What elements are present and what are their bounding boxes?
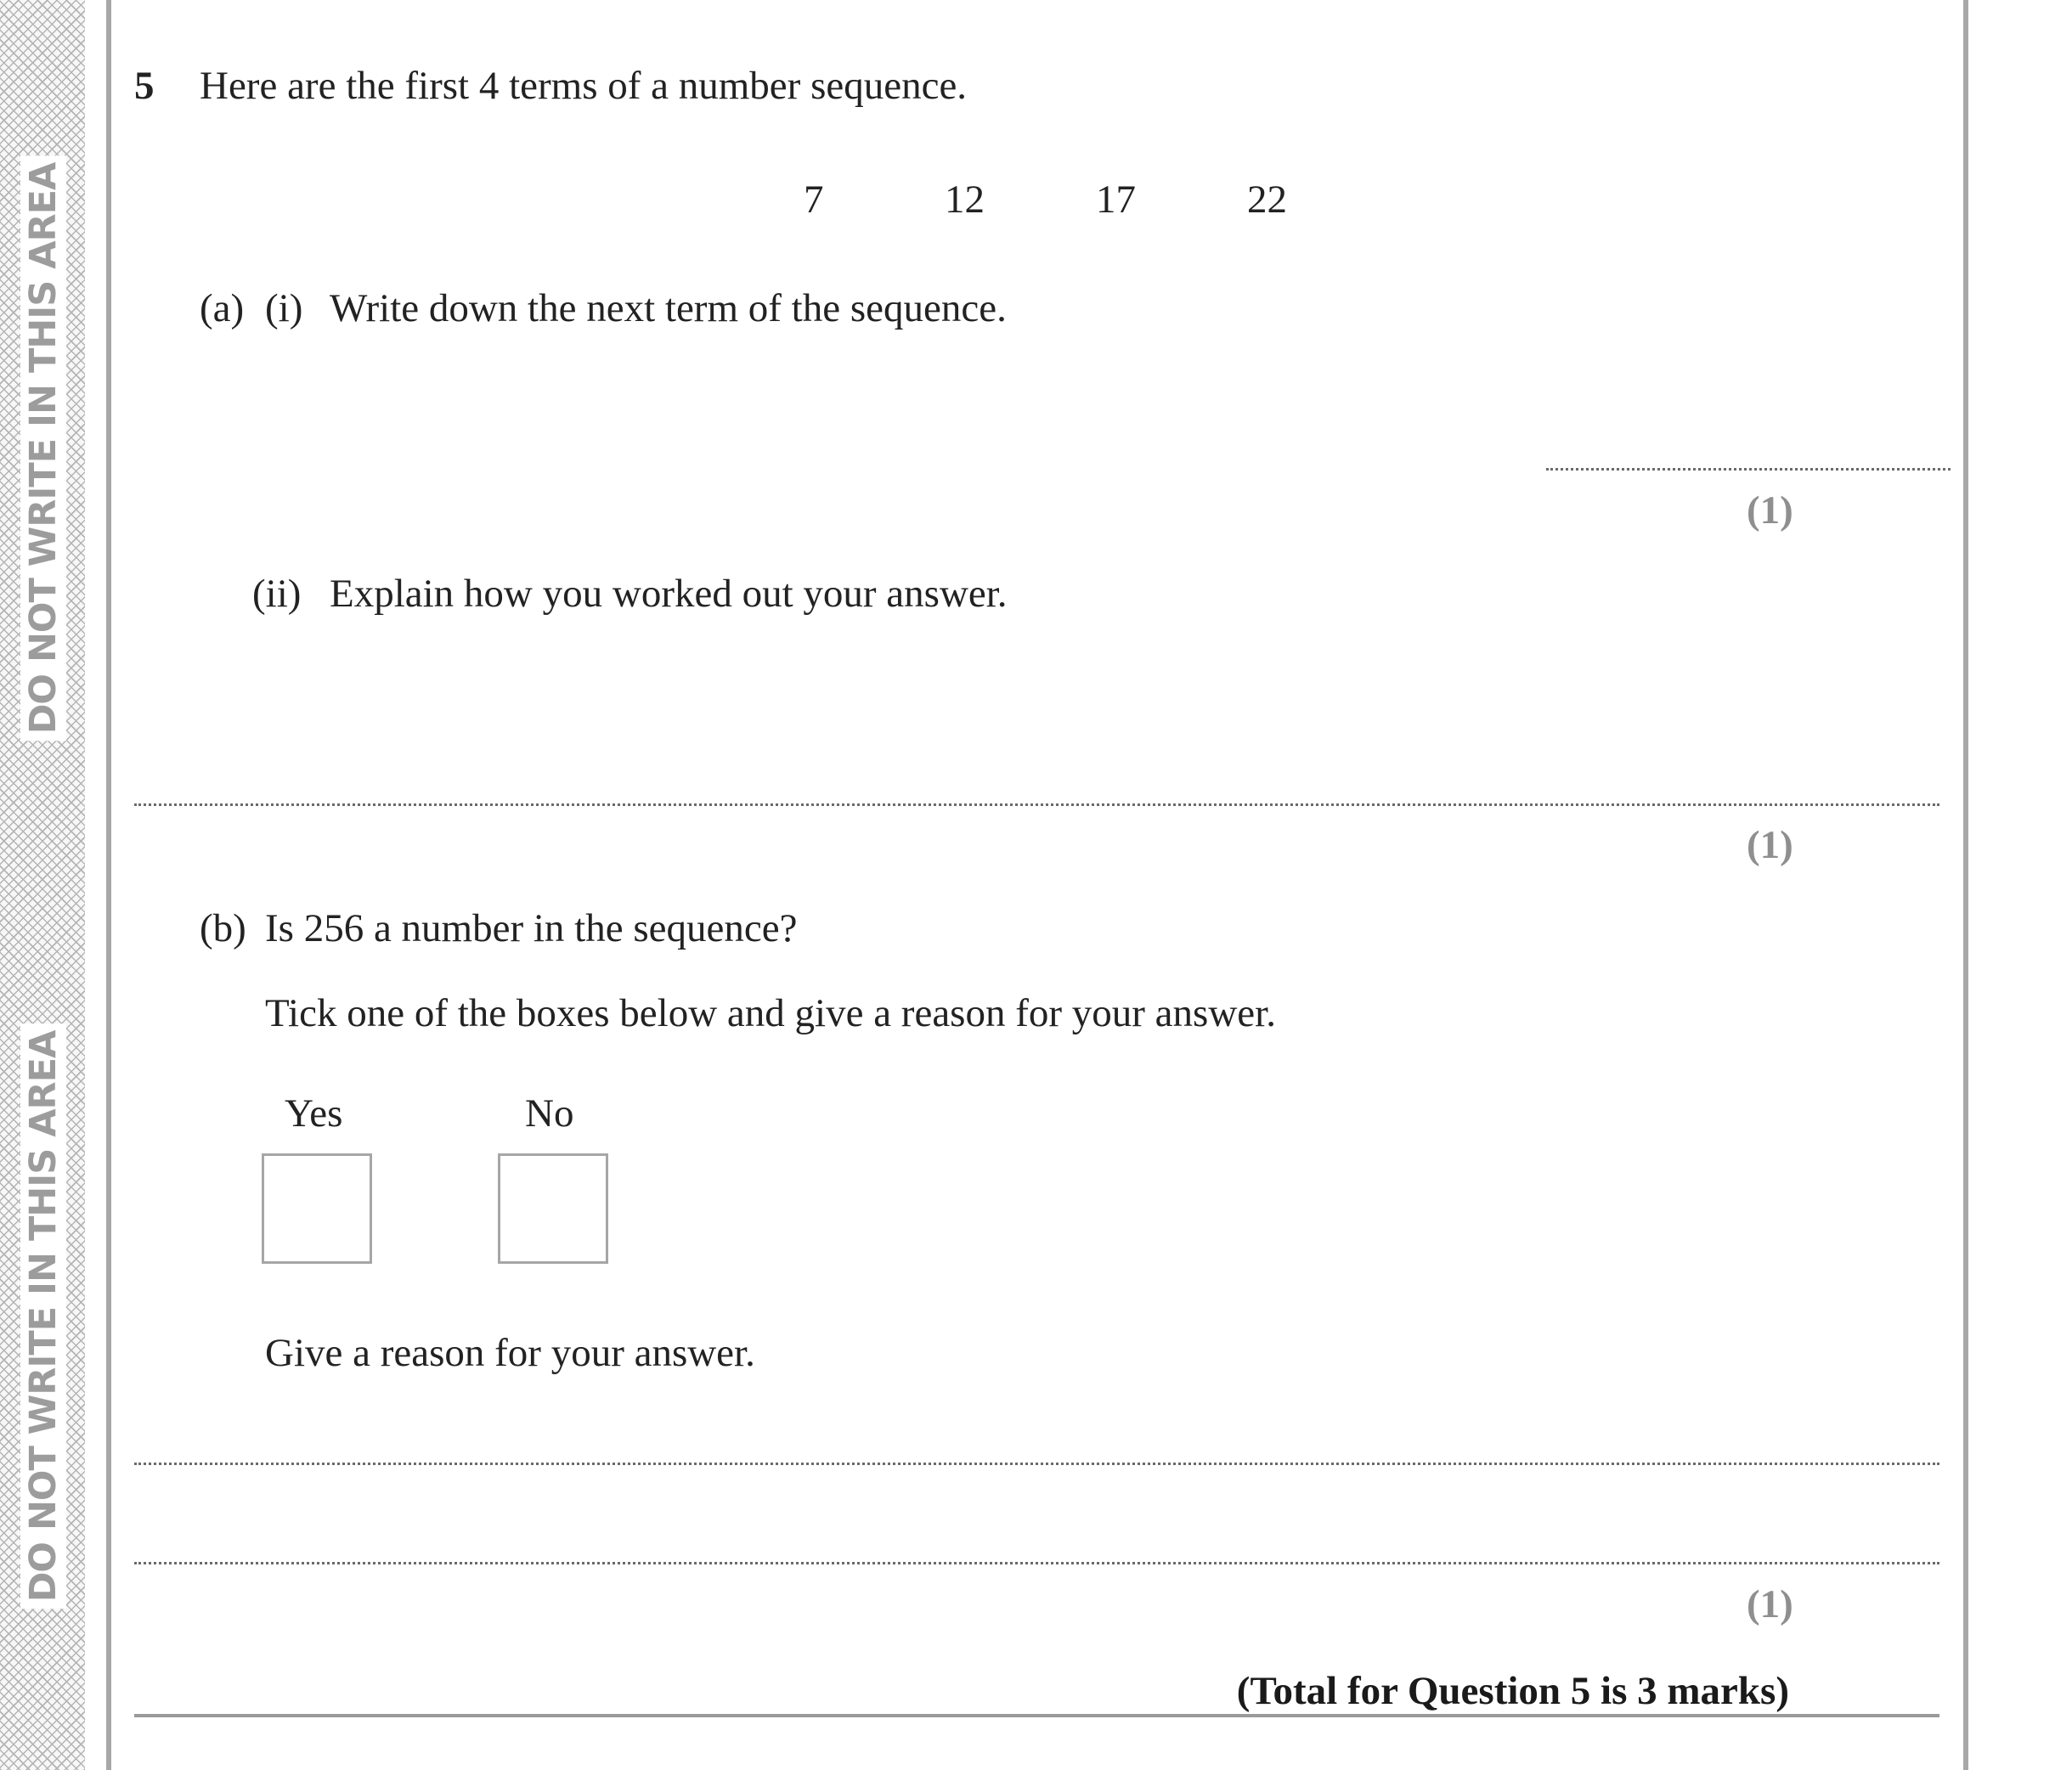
sequence-term-3: 17	[1096, 178, 1136, 222]
no-checkbox[interactable]	[498, 1153, 608, 1264]
page-frame-left	[106, 0, 111, 1770]
yes-checkbox[interactable]	[262, 1153, 372, 1264]
question-total: (Total for Question 5 is 3 marks)	[1236, 1669, 1789, 1713]
part-b-text: Is 256 a number in the sequence?	[265, 906, 798, 950]
question-stem: Here are the first 4 terms of a number sequence.	[200, 64, 968, 108]
part-a-i-label: (i)	[265, 286, 303, 330]
sequence-term-2: 12	[945, 178, 985, 222]
mark-a-i: (1)	[1747, 488, 1793, 533]
option-yes-label: Yes	[285, 1091, 343, 1136]
reason-prompt: Give a reason for your answer.	[265, 1331, 755, 1375]
option-no-label: No	[525, 1091, 574, 1136]
answer-line-b-2[interactable]	[134, 1562, 1939, 1564]
question-number: 5	[134, 64, 155, 108]
mark-b: (1)	[1747, 1582, 1793, 1626]
part-a-label: (a)	[200, 286, 245, 330]
answer-line-a-i[interactable]	[1546, 468, 1951, 471]
question-end-rule	[134, 1714, 1939, 1717]
answer-line-b-1[interactable]	[134, 1463, 1939, 1465]
sequence-term-1: 7	[804, 178, 824, 222]
page-frame-right	[1963, 0, 1968, 1770]
sequence-term-4: 22	[1247, 178, 1287, 222]
part-a-i-text: Write down the next term of the sequence.	[330, 286, 1007, 330]
part-b-instruction: Tick one of the boxes below and give a reason for your answer.	[265, 991, 1276, 1035]
answer-line-a-ii[interactable]	[134, 803, 1939, 806]
mark-a-ii: (1)	[1747, 823, 1793, 867]
part-a-ii-label: (ii)	[252, 572, 302, 616]
margin-warning-label-top: DO NOT WRITE IN THIS AREA	[20, 156, 66, 741]
part-a-ii-text: Explain how you worked out your answer.	[330, 572, 1008, 616]
margin-warning-label-bottom: DO NOT WRITE IN THIS AREA	[20, 1024, 66, 1609]
part-b-label: (b)	[200, 906, 246, 950]
